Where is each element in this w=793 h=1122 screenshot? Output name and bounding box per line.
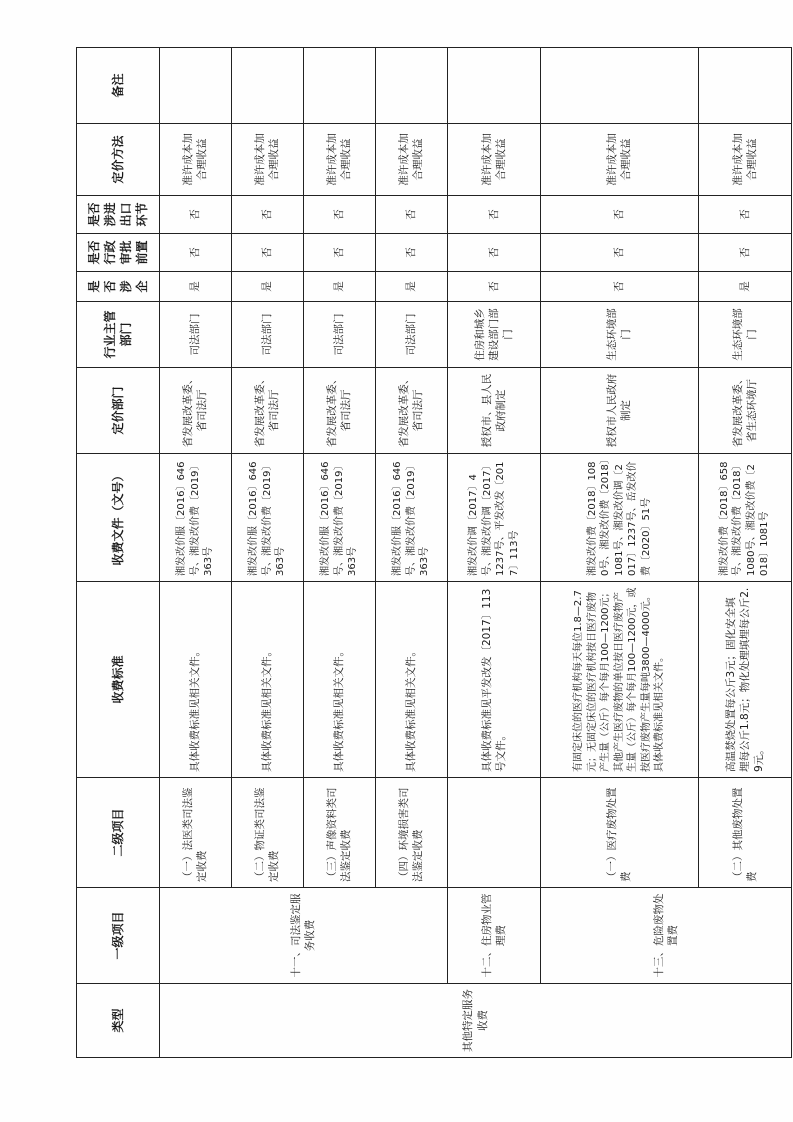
- import-export-cell: 否: [231, 196, 303, 234]
- import-export-cell: 否: [698, 196, 791, 234]
- method-cell: 准许成本加合理收益: [303, 124, 375, 196]
- supervisor-cell: 司法部门: [160, 302, 232, 368]
- pricing-dept-cell: 省发展改革委、省司法厅: [375, 368, 447, 454]
- supervisor-cell: 生态环境部门: [698, 302, 791, 368]
- import-export-cell: 否: [160, 196, 232, 234]
- remark-cell: [541, 48, 698, 124]
- pricing-dept-cell: 授权市人民政府制定: [541, 368, 698, 454]
- supervisor-cell: 司法部门: [303, 302, 375, 368]
- document-cell: 湘发改价服〔2016〕646号、湘发改价费〔2019〕363号: [303, 454, 375, 582]
- admin-cell: 否: [447, 234, 540, 272]
- method-cell: 准许成本加合理收益: [447, 124, 540, 196]
- level2-cell: （四）环境损害类司法鉴定收费: [375, 778, 447, 888]
- method-cell: 准许成本加合理收益: [698, 124, 791, 196]
- pricing-dept-cell: 省发展改革委、省司法厅: [231, 368, 303, 454]
- document-cell: 湘发改价费〔2018〕658号、湘发改价费〔2018〕1080号、湘发改价费〔2018〕1081号: [698, 454, 791, 582]
- table-row: [541, 48, 698, 1058]
- header-method: 定价方法: [77, 124, 160, 196]
- remark-cell: [231, 48, 303, 124]
- header-document: 收费文件（文号）: [77, 454, 160, 582]
- header-import-export: 是否涉进出口环节: [77, 196, 160, 234]
- header-standard: 收费标准: [77, 582, 160, 778]
- admin-cell: 否: [160, 234, 232, 272]
- standard-cell: 具体收费标准见相关文件。: [375, 582, 447, 778]
- group-11-cell: 十一、司法鉴定服务收费: [160, 888, 448, 984]
- enterprise-cell: 否: [447, 272, 540, 302]
- supervisor-cell: 司法部门: [231, 302, 303, 368]
- group-12-cell: 十二、住房物业管理费: [447, 888, 540, 984]
- admin-cell: 否: [698, 234, 791, 272]
- import-export-cell: 否: [303, 196, 375, 234]
- header-remark: 备注: [77, 48, 160, 124]
- standard-cell: 具体收费标准见相关文件。: [160, 582, 232, 778]
- document-cell: 湘发改价费〔2018〕1080号、湘发改价费〔2018〕1081号、湘发改价调〔2017〕1237号、岳发改价费〔2020〕51号: [541, 454, 698, 582]
- enterprise-cell: 是: [698, 272, 791, 302]
- method-cell: 准许成本加合理收益: [160, 124, 232, 196]
- enterprise-cell: 否: [541, 272, 698, 302]
- enterprise-cell: 是: [375, 272, 447, 302]
- level2-cell: （一）法医类司法鉴定收费: [160, 778, 232, 888]
- table-row: [447, 48, 540, 1058]
- remark-cell: [447, 48, 540, 124]
- remark-cell: [698, 48, 791, 124]
- header-pricing-dept: 定价部门: [77, 368, 160, 454]
- supervisor-cell: 生态环境部门: [541, 302, 698, 368]
- method-cell: 准许成本加合理收益: [541, 124, 698, 196]
- level2-cell: （一）医疗废物处置费: [541, 778, 698, 888]
- pricing-dept-cell: 省发展改革委、省司法厅: [303, 368, 375, 454]
- document-cell: 湘发改价服〔2016〕646号、湘发改价费〔2019〕363号: [160, 454, 232, 582]
- enterprise-cell: 是: [160, 272, 232, 302]
- header-row: [77, 48, 160, 1058]
- level2-cell: （二）其他废物处置费: [698, 778, 791, 888]
- admin-cell: 否: [375, 234, 447, 272]
- import-export-cell: 否: [447, 196, 540, 234]
- group-13-cell: 十三、危险废物处置费: [541, 888, 792, 984]
- admin-cell: 否: [541, 234, 698, 272]
- header-supervisor: 行业主管部门: [77, 302, 160, 368]
- standard-cell: 高温焚烧处置每公斤3元；固化安全填埋每公斤1.8元；物化处理填埋每公斤2.9元。: [698, 582, 791, 778]
- document-cell: 湘发改价调〔2017〕4号、湘发改价调〔2017〕1237号、平发改发〔2017〕113号: [447, 454, 540, 582]
- admin-cell: 否: [231, 234, 303, 272]
- supervisor-cell: 住房和城乡建设部门部门: [447, 302, 540, 368]
- category-cell: 其他特定服务收费: [160, 984, 792, 1058]
- admin-cell: 否: [303, 234, 375, 272]
- document-cell: 湘发改价服〔2016〕646号、湘发改价费〔2019〕363号: [231, 454, 303, 582]
- header-enterprise: 是否涉企: [77, 272, 160, 302]
- rotated-table-wrapper: [76, 48, 792, 1058]
- import-export-cell: 否: [375, 196, 447, 234]
- standard-cell: 具体收费标准见相关文件。: [303, 582, 375, 778]
- standard-cell: 具体收费标准见平发改发〔2017〕113号文件。: [447, 582, 540, 778]
- level2-cell: [447, 778, 540, 888]
- standard-cell: 有固定床位的医疗机构每天每位1.8—2.7元；无固定床位的医疗机构按日医疗废物产生量（公斤）每个每月100—1200元；其他产生医疗废物的单位按日医疗废物产生量（公斤）每个每月100—1200元，或按医疗废物产生量每吨3800—4000元。具体收费标准见相关文件。: [541, 582, 698, 778]
- supervisor-cell: 司法部门: [375, 302, 447, 368]
- table-row: [160, 48, 232, 1058]
- method-cell: 准许成本加合理收益: [375, 124, 447, 196]
- remark-cell: [303, 48, 375, 124]
- pricing-dept-cell: 省发展改革委、省司法厅: [160, 368, 232, 454]
- import-export-cell: 否: [541, 196, 698, 234]
- level2-cell: （二）物证类司法鉴定收费: [231, 778, 303, 888]
- document-cell: 湘发改价服〔2016〕646号、湘发改价费〔2019〕363号: [375, 454, 447, 582]
- header-category: 类型: [77, 984, 160, 1058]
- level2-cell: （三）声像资料类司法鉴定收费: [303, 778, 375, 888]
- enterprise-cell: 是: [231, 272, 303, 302]
- method-cell: 准许成本加合理收益: [231, 124, 303, 196]
- enterprise-cell: 是: [303, 272, 375, 302]
- standard-cell: 具体收费标准见相关文件。: [231, 582, 303, 778]
- pricing-dept-cell: 省发展改革委、省生态环境厅: [698, 368, 791, 454]
- pricing-dept-cell: 授权市、县人民政府制定: [447, 368, 540, 454]
- remark-cell: [160, 48, 232, 124]
- header-level2: 二级项目: [77, 778, 160, 888]
- header-admin: 是否行政审批前置: [77, 234, 160, 272]
- remark-cell: [375, 48, 447, 124]
- header-level1: 一级项目: [77, 888, 160, 984]
- fee-table: [76, 47, 792, 1058]
